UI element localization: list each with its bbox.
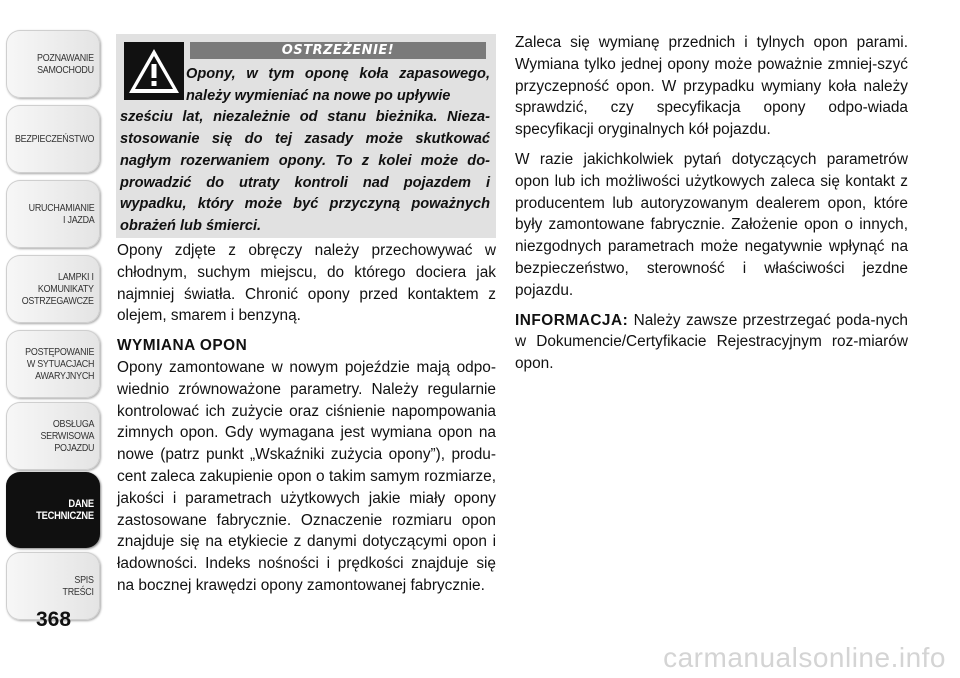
tab-label: POZNAWANIE SAMOCHODU (37, 52, 94, 76)
tab-bezpieczenstwo[interactable] (6, 105, 100, 173)
tab-postepowanie-awaryjne[interactable] (6, 330, 100, 398)
questions-paragraph: W razie jakichkolwiek pytań dotyczących parametrów opon lub ich możliwości użytkowych zaleca się kontakt z producentem lub autoryzowanym dealerem opon, które były zamontowane fabrycznie. Założenie opon o innych, niezgodnych parametrach może negatywnie wpłynąć na bezpieczeństwo, sterowność i właściwości jezdne pojazdu. (515, 150, 908, 299)
tab-label: LAMPKI I KOMUNIKATY OSTRZEGAWCZE (22, 271, 94, 307)
warning-text-rest: sześciu lat, niezależnie od stanu bieżnika. Nieza-stosowanie się do tej zasady może skutkować nagłym rozerwaniem opony. To z kolei może do-prowadzić do utraty kontroli nad pojazdem i wypadku, który może być przyczyną poważnych obrażeń lub śmierci. (120, 109, 490, 234)
tab-label: BEZPIECZEŃSTWO (14, 133, 94, 145)
info-paragraph (515, 310, 908, 375)
section-heading: WYMIANA OPON (117, 337, 248, 355)
tab-label: OBSŁUGA SERWISOWA POJAZDU (40, 418, 94, 454)
tab-label: SPIS TREŚCI (62, 574, 94, 598)
tab-poznawanie-samochodu[interactable] (6, 30, 100, 98)
warning-box (116, 34, 496, 238)
tab-label: DANE TECHNICZNE (36, 498, 94, 522)
tab-uruchamianie-i-jazda[interactable] (6, 180, 100, 248)
replacement-paragraph: Opony zamontowane w nowym pojeździe mają odpo-wiednio zrównoważone parametry. Należy regularnie kontrolować ich zużycie oraz ciśnienie napompowania zimnych opon. Gdy wymagana jest wymiana opon na nowe (patrz punkt „Wskaźniki zużycia opony”), produ-cent zaleca zakupienie opon o takim samym rozmiarze, jakości i parametrach użytkowych jakie miały opony zastosowane fabrycznie. Oznaczenie rozmiaru opon znajduje się na etykiecie z danymi dotyczącymi opon i ładowności. Indeks nośności i prędkości znajduje się na bocznej krawędzi opony zamontowanej fabrycznie. (117, 358, 496, 594)
page-number: 368 (36, 608, 72, 631)
tab-label: POSTĘPOWANIE W SYTUACJACH AWARYJNYCH (24, 346, 94, 382)
info-label: INFORMACJA: (515, 311, 629, 329)
tab-lampki-i-komunikaty[interactable] (6, 255, 100, 323)
watermark: carmanualsonline.info (663, 642, 946, 673)
tab-label: URUCHAMIANIE I JAZDA (28, 202, 94, 226)
warning-title: OSTRZEŻENIE! (281, 43, 395, 58)
tab-dane-techniczne[interactable] (6, 472, 100, 548)
pairs-paragraph: Zaleca się wymianę przednich i tylnych opon parami. Wymiana tylko jednej opony może poważnie zmniej-szyć przyczepność opon. W przypadku wymiany koła należy sprawdzić, czy specyfikacja opony odpo-wiada specyfikacji oryginalnych kół pojazdu. (515, 34, 908, 139)
tab-obsluga-serwisowa[interactable] (6, 402, 100, 470)
info-text: Należy zawsze przestrzegać poda-nych w Dokumencie/Certyfikacie Rejestracyjnym roz-miarów opon. (515, 311, 908, 373)
right-column (515, 32, 908, 383)
warning-text-lead: Opony, w tym oponę koła zapasowego, należy wymieniać na nowe po upływie (186, 66, 490, 104)
warning-text (120, 64, 490, 238)
left-column (117, 240, 496, 605)
storage-paragraph: Opony zdjęte z obręczy należy przechowywać w chłodnym, suchym miejscu, do którego dociera jak najmniej światła. Chronić opony przed kontaktem z olejem, smarem i benzyną. (117, 242, 496, 325)
